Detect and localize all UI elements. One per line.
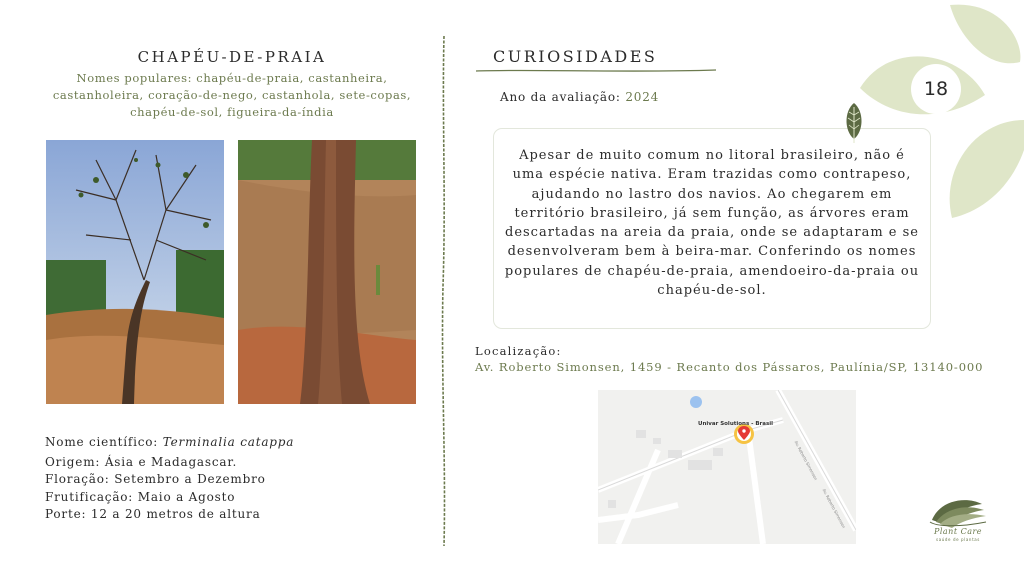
- curiosities-text: Apesar de muito comum no litoral brasileiro, não é uma espécie nativa. Eram trazidas como contrapeso, ajudando no lastro dos navios. Ao chegarem em território brasileiro, já sem função, as árvores eram descartadas na areia da praia, onde se adaptaram e se desenvolveram bem à beira-mar. Conferindo os nomes populares de chapéu-de-praia, amendoeiro-da-praia ou chapéu-de-sol.: [504, 148, 920, 299]
- location-label: Localização:: [475, 344, 562, 358]
- title-underline: [476, 66, 716, 76]
- location-map[interactable]: [598, 390, 856, 544]
- column-divider: [436, 36, 452, 546]
- evaluation-year: [500, 90, 659, 104]
- popular-names: Nomes populares: chapéu-de-praia, castanheira, castanholeira, coração-de-nego, castanhola, sete-copas, chapéu-de-sol, figueira-da-índia: [52, 71, 412, 119]
- curiosities-box: [493, 128, 931, 329]
- scientific-name-row: [45, 434, 294, 452]
- fruiting: Frutificação: Maio a Agosto: [45, 489, 236, 504]
- tree-photo-trunk: [238, 140, 416, 404]
- curiosities-title: CURIOSIDADES: [493, 47, 658, 66]
- species-facts: [45, 434, 294, 524]
- size: Porte: 12 a 20 metros de altura: [45, 507, 261, 521]
- map-street-label: Av. Roberto Simonsen: [793, 440, 819, 481]
- tree-title: CHAPÉU-DE-PRAIA: [137, 48, 327, 66]
- page-number: 18: [911, 64, 961, 114]
- brand-name: Plant Care: [933, 527, 983, 536]
- brand-tagline: saúde de plantas: [936, 537, 980, 542]
- flowering: Floração: Setembro a Dezembro: [45, 472, 266, 486]
- scientific-name-label: Nome científico:: [45, 435, 163, 449]
- location-address[interactable]: Av. Roberto Simonsen, 1459 - Recanto dos Pássaros, Paulínia/SP, 13140-000: [475, 360, 984, 374]
- evaluation-year-value: 2024: [625, 90, 660, 104]
- leaf-icon: [844, 103, 864, 143]
- scientific-name-value: Terminalia catappa: [162, 435, 295, 449]
- map-street-label: Av. Roberto Simonsen: [821, 488, 847, 529]
- origin: Origem: Ásia e Madagascar.: [45, 454, 238, 469]
- evaluation-year-label: Ano da avaliação:: [500, 90, 626, 104]
- map-place-label: Univar Solutions - Brasil: [698, 421, 773, 427]
- tree-photo-full: [46, 140, 224, 404]
